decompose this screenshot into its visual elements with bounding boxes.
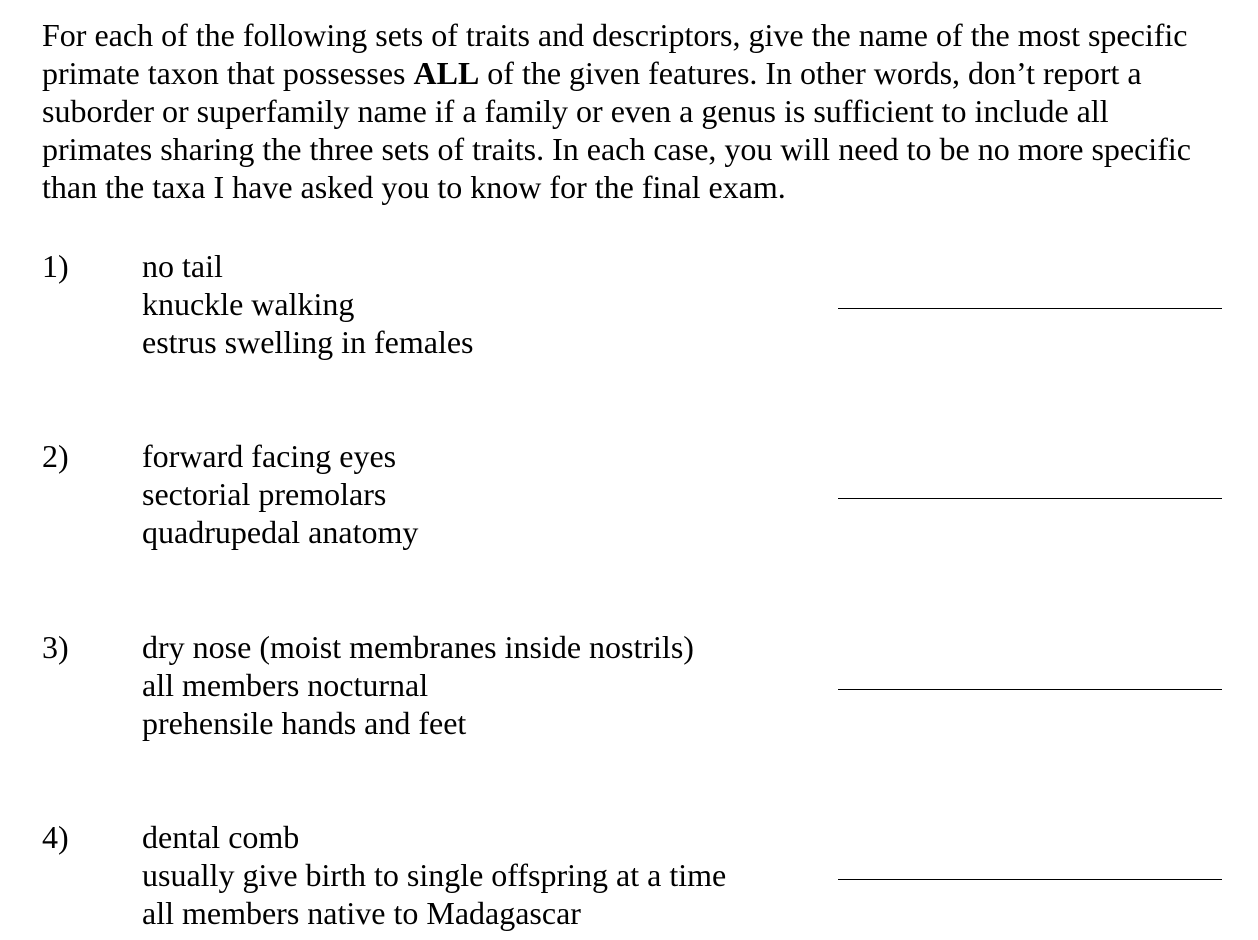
trait-item: forward facing eyes: [142, 438, 397, 474]
question-number: 1): [42, 248, 69, 284]
instructions-line-2: [42, 54, 1252, 92]
trait-item: estrus swelling in females: [142, 324, 474, 360]
instructions-line-3: suborder or superfamily name if a family or even a genus is sufficient to include all: [42, 93, 1109, 129]
trait-item: no tail: [142, 248, 223, 284]
answer-blank[interactable]: [838, 498, 1222, 499]
trait-item: dental comb: [142, 819, 300, 855]
trait-item: quadrupedal anatomy: [142, 514, 419, 550]
instructions-line-4: primates sharing the three sets of traits. In each case, you will need to be no more specific: [42, 131, 1191, 167]
question-2: [0, 437, 1258, 557]
answer-blank[interactable]: [838, 308, 1222, 309]
instructions-paragraph: [42, 16, 1252, 206]
answer-blank[interactable]: [838, 879, 1222, 880]
trait-item: all members native to Madagascar: [142, 895, 581, 931]
instructions-text: primate taxon that possesses: [42, 55, 414, 91]
answer-blank[interactable]: [838, 689, 1222, 690]
instructions-text: of the given features. In other words, don’t report a: [479, 55, 1142, 91]
trait-item: prehensile hands and feet: [142, 705, 467, 741]
trait-item: dry nose (moist membranes inside nostrils): [142, 629, 694, 665]
trait-item: knuckle walking: [142, 286, 355, 322]
trait-item: sectorial premolars: [142, 476, 387, 512]
instructions-line-1: For each of the following sets of traits and descriptors, give the name of the most specific: [42, 17, 1188, 53]
trait-item: usually give birth to single offspring at a time: [142, 857, 727, 893]
trait-list: [142, 247, 473, 361]
instructions-line-5: than the taxa I have asked you to know for the final exam.: [42, 169, 786, 205]
question-number: 2): [42, 438, 69, 474]
trait-list: [142, 628, 694, 742]
trait-list: [142, 818, 726, 932]
question-number: 4): [42, 819, 69, 855]
question-3: [0, 628, 1258, 748]
question-4: [0, 818, 1258, 938]
emphasis-all: ALL: [413, 55, 480, 91]
trait-item: all members nocturnal: [142, 667, 429, 703]
question-number: 3): [42, 629, 69, 665]
trait-list: [142, 437, 418, 551]
question-1: [0, 247, 1258, 367]
